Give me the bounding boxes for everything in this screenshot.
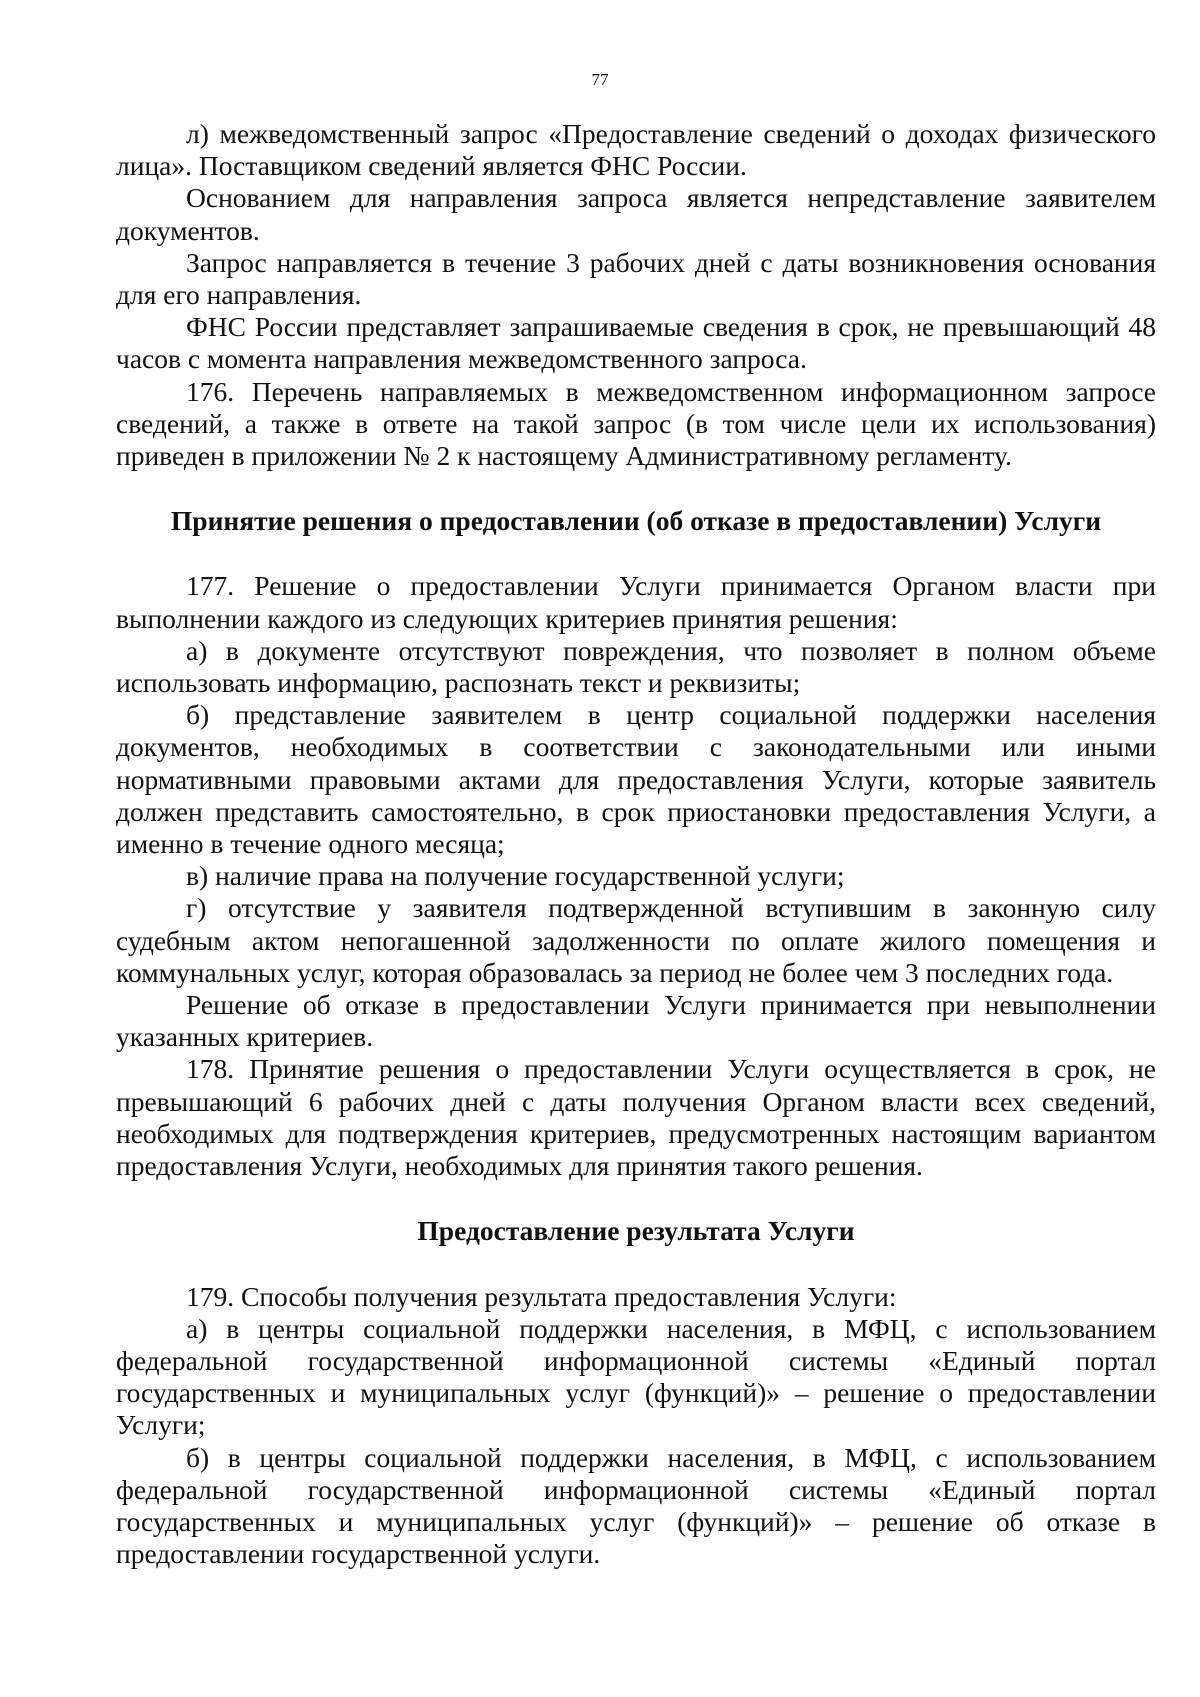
paragraph-177-b: б) представление заявителем в центр социальной поддержки населения документов, необходимых в соответствии с законодательными или иными нормативными правовыми актами для предоставления Услуги, которые заявитель должен представить самостоятельно, в срок приостановки предоставления Услуги, а именно в течение одного месяца;: [116, 699, 1156, 860]
paragraph-request-deadline: Запрос направляется в течение 3 рабочих дней с даты возникновения основания для его направления.: [116, 246, 1156, 311]
paragraph-177: 177. Решение о предоставлении Услуги принимается Органом власти при выполнении каждого из следующих критериев принятия решения:: [116, 570, 1156, 634]
paragraph-177-v: в) наличие права на получение государственной услуги;: [186, 860, 845, 892]
paragraph-176: 176. Перечень направляемых в межведомственном информационном запросе сведений, а также в ответе на такой запрос (в том числе цели их использования) приведен в приложении № 2 к настоящему Административному регламенту.: [116, 375, 1156, 472]
paragraph-179-a: а) в центры социальной поддержки населения, в МФЦ, с использованием федеральной государственной информационной системы «Единый портал государственных и муниципальных услуг (функций)» – решение о предоставлении Услуги;: [116, 1312, 1156, 1441]
paragraph-interagency-request-l: л) межведомственный запрос «Предоставление сведений о доходах физического лица». Поставщиком сведений является ФНС России.: [116, 118, 1156, 182]
paragraph-178: 178. Принятие решения о предоставлении Услуги осуществляется в срок, не превышающий 6 рабочих дней с даты получения Органом власти всех сведений, необходимых для подтверждения критериев, предусмотренных настоящим вариантом предоставления Услуги, необходимых для принятия такого решения.: [116, 1053, 1156, 1182]
paragraph-refusal-decision: Решение об отказе в предоставлении Услуги принимается при невыполнении указанных критериев.: [116, 989, 1156, 1053]
paragraph-177-g: г) отсутствие у заявителя подтвержденной вступившим в законную силу судебным актом непогашенной задолженности по оплате жилого помещения и коммунальных услуг, которая образовалась за период не более чем 3 последних года.: [116, 892, 1156, 988]
section-heading-decision: Принятие решения о предоставлении (об отказе в предоставлении) Услуги: [170, 505, 1102, 537]
section-heading-result: Предоставление результата Услуги: [417, 1215, 855, 1247]
paragraph-fns-response: ФНС России представляет запрашиваемые сведения в срок, не превышающий 48 часов с момента направления межведомственного запроса.: [116, 311, 1156, 375]
page-number: 77: [591, 70, 609, 89]
paragraph-179: 179. Способы получения результата предоставления Услуги:: [186, 1280, 897, 1312]
document-body: [116, 118, 1156, 1570]
paragraph-177-a: а) в документе отсутствуют повреждения, что позволяет в полном объеме использовать информацию, распознать текст и реквизиты;: [116, 634, 1156, 699]
paragraph-request-basis: Основанием для направления запроса является непредставление заявителем документов.: [116, 182, 1156, 246]
paragraph-179-b: б) в центры социальной поддержки населения, в МФЦ, с использованием федеральной государственной информационной системы «Единый портал государственных и муниципальных услуг (функций)» – решение об отказе в предоставлении государственной услуги.: [116, 1441, 1156, 1570]
